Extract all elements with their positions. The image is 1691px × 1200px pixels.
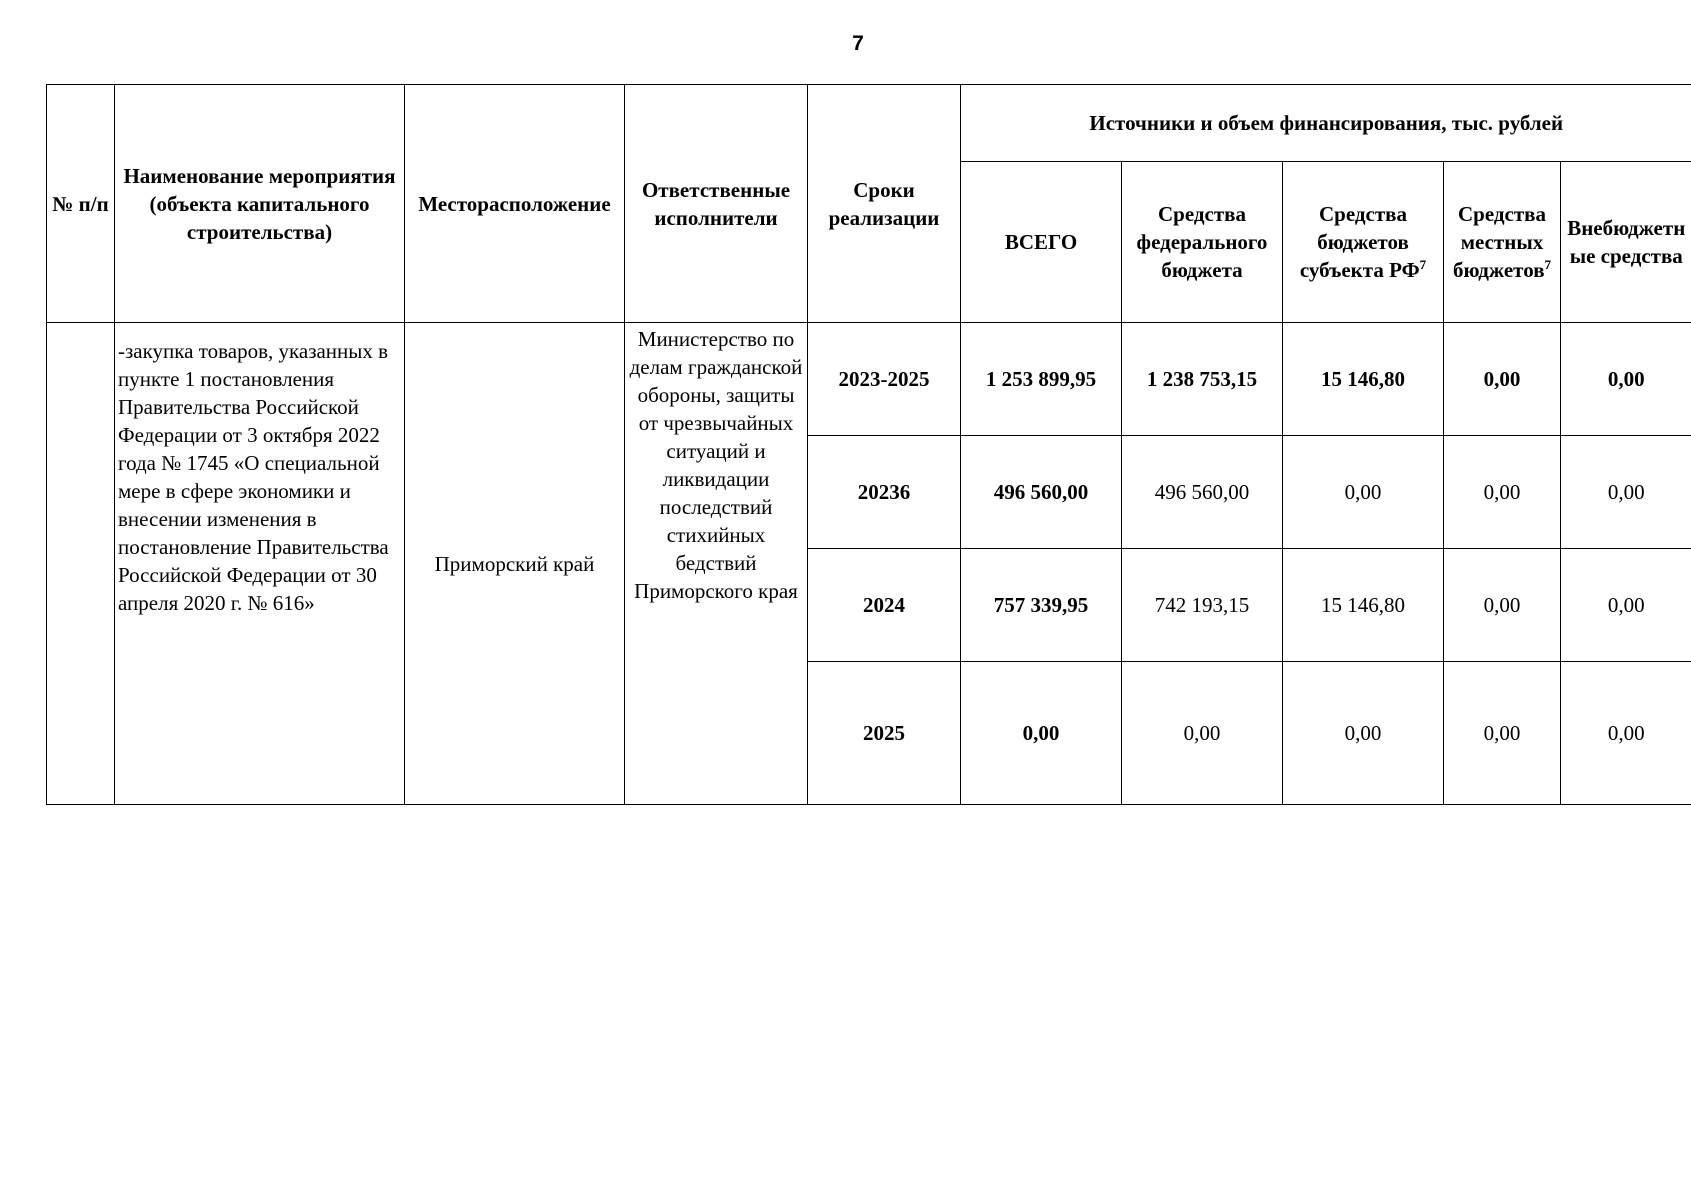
header-local-footnote: 7 [1544,257,1552,272]
header-executors: Ответственные исполнители [625,85,808,323]
row-period: 2023-2025 [808,323,961,436]
row-extrabudget: 0,00 [1561,436,1691,549]
row-regional: 0,00 [1283,436,1444,549]
row-period: 2025 [808,662,961,805]
record-num [47,323,115,805]
row-extrabudget: 0,00 [1561,549,1691,662]
header-num: № п/п [47,85,115,323]
row-total: 496 560,00 [961,436,1122,549]
header-extrabudget: Внебюджетн ые средства [1561,162,1691,323]
row-local: 0,00 [1444,549,1561,662]
header-name: Наименование мероприятия (объекта капитального строительства) [115,85,405,323]
header-regional [1283,162,1444,323]
header-location: Месторасположение [405,85,625,323]
header-federal: Средства федерального бюджета [1122,162,1283,323]
row-federal: 0,00 [1122,662,1283,805]
record-location: Приморский край [405,323,625,805]
row-regional: 15 146,80 [1283,323,1444,436]
row-regional: 0,00 [1283,662,1444,805]
row-regional: 15 146,80 [1283,549,1444,662]
row-federal: 742 193,15 [1122,549,1283,662]
row-period: 20236 [808,436,961,549]
row-total: 757 339,95 [961,549,1122,662]
row-federal: 496 560,00 [1122,436,1283,549]
row-period: 2024 [808,549,961,662]
header-period: Сроки реализации [808,85,961,323]
record-executors: Министерство по делам гражданской обороны, защиты от чрезвычайных ситуаций и ликвидации последствий стихийных бедствий Приморского края [625,323,808,805]
header-total: ВСЕГО [961,162,1122,323]
header-regional-label: Средства бюджетов субъекта РФ [1299,202,1420,282]
record-name: -закупка товаров, указанных в пункте 1 постановления Правительства Российской Федерации от 3 октября 2022 года № 1745 «О специальной мере в сфере экономики и внесении изменения в постановление Правительства Российской Федерации от 30 апреля 2020 г. № 616» [115,323,405,805]
row-local: 0,00 [1444,323,1561,436]
row-local: 0,00 [1444,436,1561,549]
header-regional-footnote: 7 [1419,257,1427,272]
header-local [1444,162,1561,323]
table-row [47,323,1691,436]
row-extrabudget: 0,00 [1561,323,1691,436]
row-total: 0,00 [961,662,1122,805]
row-extrabudget: 0,00 [1561,662,1691,805]
row-total: 1 253 899,95 [961,323,1122,436]
header-row-top [47,85,1691,162]
funding-table [46,84,1691,805]
row-local: 0,00 [1444,662,1561,805]
header-local-label: Средства местных бюджетов [1452,202,1546,282]
header-funding-group: Источники и объем финансирования, тыс. рублей [961,85,1691,162]
row-federal: 1 238 753,15 [1122,323,1283,436]
page-number: 7 [852,32,864,55]
